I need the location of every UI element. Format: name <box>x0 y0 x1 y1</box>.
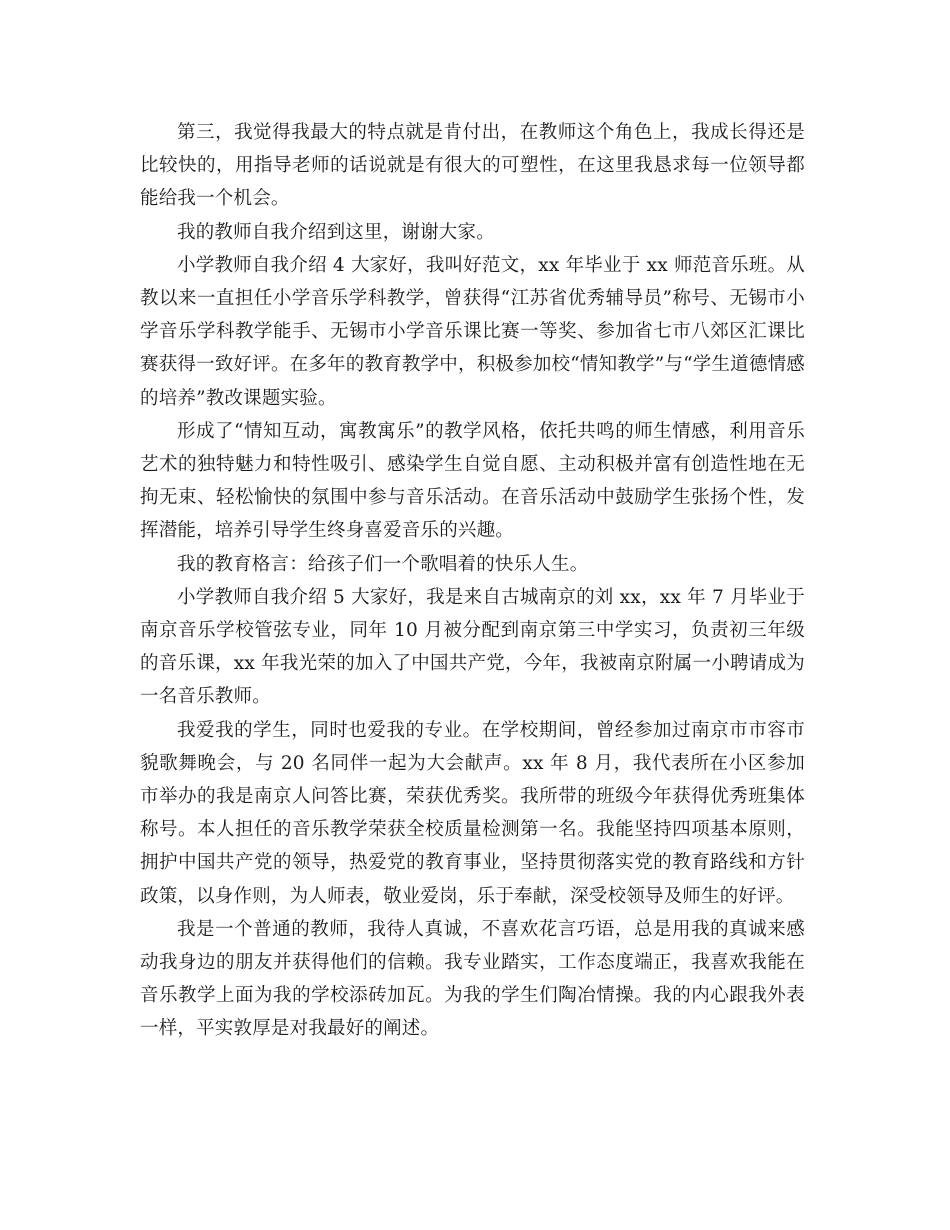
paragraph-motto: 我的教育格言：给孩子们一个歌唱着的快乐人生。 <box>177 553 589 575</box>
paragraph-intro-5: 小学教师自我介绍 5 大家好，我是来自古城南京的刘 xx，xx 年 7 月毕业于南京音乐学校管弦专业，同年 10 月被分配到南京第三中学实习，负责初三年级的音乐课，xx 年我光荣的加入了中国共产党，今年，我被南京附属一小聘请成为一名音乐教师。 <box>140 586 805 708</box>
paragraph-intro-4: 小学教师自我介绍 4 大家好，我叫好范文，xx 年毕业于 xx 师范音乐班。从教以来一直担任小学音乐学科教学，曾获得“江苏省优秀辅导员”称号、无锡市小学音乐学科教学能手、无锡市小学音乐课比赛一等奖、参加省七市八郊区汇课比赛获得一致好评。在多年的教育教学中，积极参加校“情知教学”与“学生道德情感的培养”教改课题实验。 <box>140 254 805 409</box>
paragraph-personality: 我是一个普通的教师，我待人真诚，不喜欢花言巧语，总是用我的真诚来感动我身边的朋友并获得他们的信赖。我专业踏实，工作态度端正，我喜欢我能在音乐教学上面为我的学校添砖加瓦。为我的学生们陶冶情操。我的内心跟我外表一样，平实敦厚是对我最好的阐述。 <box>140 918 805 1040</box>
document-body <box>140 116 805 1046</box>
paragraph-closing-thanks: 我的教师自我介绍到这里，谢谢大家。 <box>177 221 495 243</box>
paragraph-teaching-style: 形成了“情知互动，寓教寓乐”的教学风格，依托共鸣的师生情感，利用音乐艺术的独特魅力和特性吸引、感染学生自觉自愿、主动积极并富有创造性地在无拘无束、轻松愉快的氛围中参与音乐活动。在音乐活动中鼓励学生张扬个性，发挥潜能，培养引导学生终身喜爱音乐的兴趣。 <box>140 420 805 542</box>
paragraph-strengths: 第三，我觉得我最大的特点就是肯付出，在教师这个角色上，我成长得还是比较快的，用指导老师的话说就是有很大的可塑性，在这里我恳求每一位领导都能给我一个机会。 <box>140 122 805 210</box>
paragraph-achievements: 我爱我的学生，同时也爱我的专业。在学校期间，曾经参加过南京市市容市貌歌舞晚会，与 20 名同伴一起为大会献声。xx 年 8 月，我代表所在小区参加市举办的我是南京人问答比赛，荣获优秀奖。我所带的班级今年获得优秀班集体称号。本人担任的音乐教学荣获全校质量检测第一名。我能坚持四项基本原则，拥护中国共产党的领导，热爱党的教育事业，坚持贯彻落实党的教育路线和方针政策，以身作则，为人师表，敬业爱岗，乐于奉献，深受校领导及师生的好评。 <box>140 719 805 907</box>
